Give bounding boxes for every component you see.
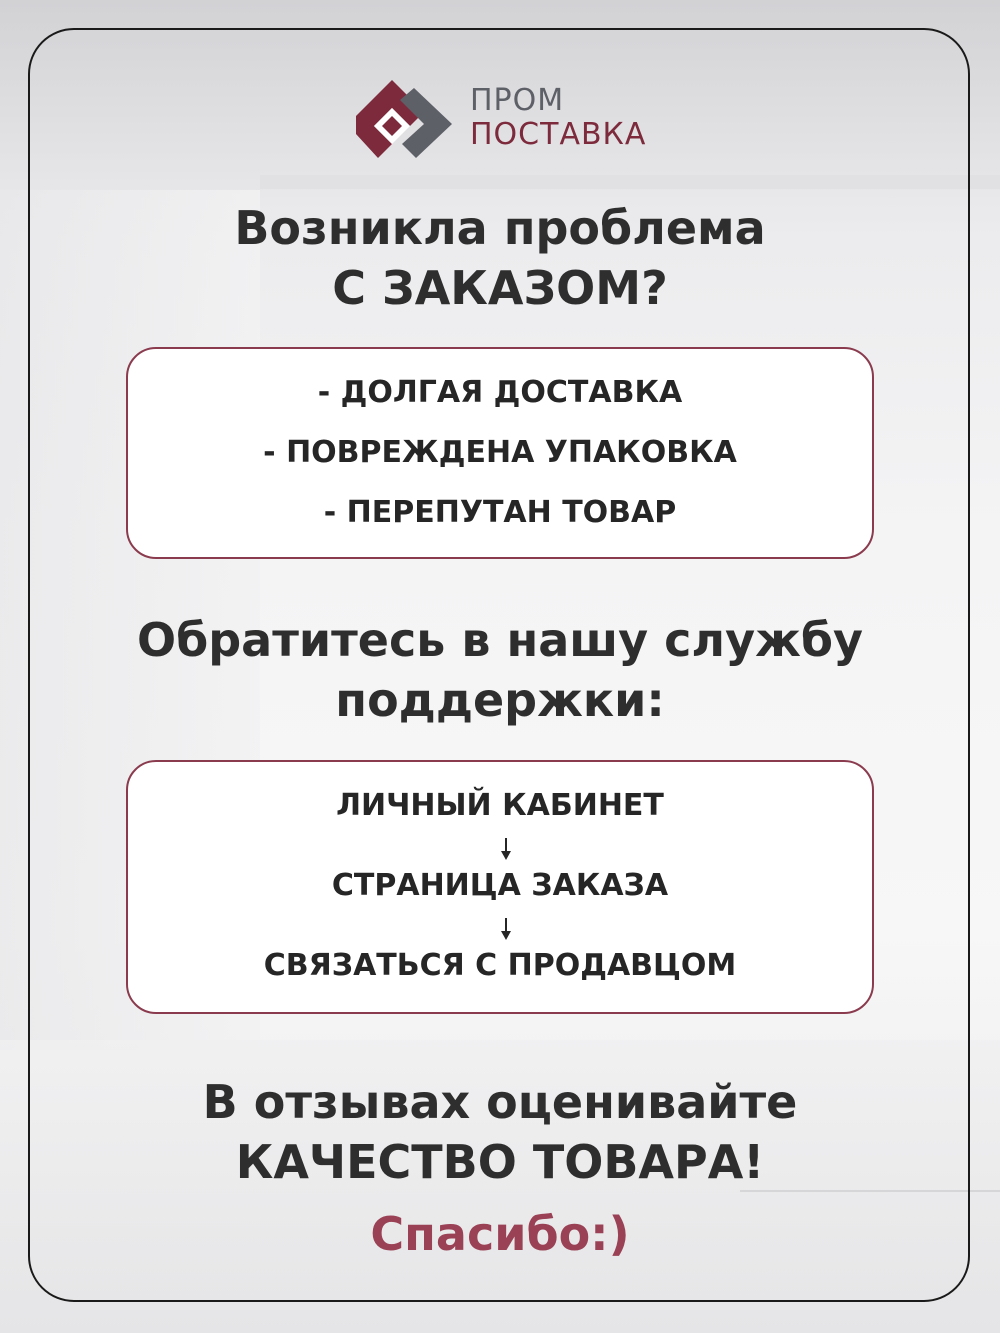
- headline-line-2: С ЗАКАЗОМ?: [332, 261, 668, 315]
- reviews-heading-line-1: В отзывах оценивайте: [202, 1075, 798, 1129]
- thanks-text: Спасибо:): [370, 1207, 630, 1261]
- problems-card: [126, 347, 874, 559]
- support-heading-line-1: Обратитесь в нашу службу: [137, 613, 863, 667]
- problem-item: - ПЕРЕПУТАН ТОВАР: [323, 495, 677, 530]
- steps-card: [126, 760, 874, 1014]
- headline: [0, 198, 1000, 318]
- brand-name-line-1: ПРОМ: [470, 83, 565, 118]
- arrow-down-icon: [500, 918, 512, 940]
- brand-name: [470, 84, 646, 152]
- brand-logo: [352, 78, 652, 158]
- support-heading: [0, 610, 1000, 730]
- step-item: ЛИЧНЫЙ КАБИНЕТ: [336, 788, 664, 823]
- brand-mark-icon: [352, 78, 456, 158]
- reviews-heading-line-2: КАЧЕСТВО ТОВАРА!: [235, 1135, 765, 1189]
- headline-line-1: Возникла проблема: [234, 201, 766, 255]
- brand-name-line-2: ПОСТАВКА: [470, 117, 647, 152]
- step-item: СТРАНИЦА ЗАКАЗА: [331, 868, 669, 903]
- arrow-down-icon: [500, 838, 512, 860]
- problem-item: - ДОЛГАЯ ДОСТАВКА: [317, 375, 683, 410]
- step-item: СВЯЗАТЬСЯ С ПРОДАВЦОМ: [263, 948, 737, 983]
- support-heading-line-2: поддержки:: [335, 673, 665, 727]
- problem-item: - ПОВРЕЖДЕНА УПАКОВКА: [263, 435, 737, 470]
- reviews-heading: [0, 1072, 1000, 1192]
